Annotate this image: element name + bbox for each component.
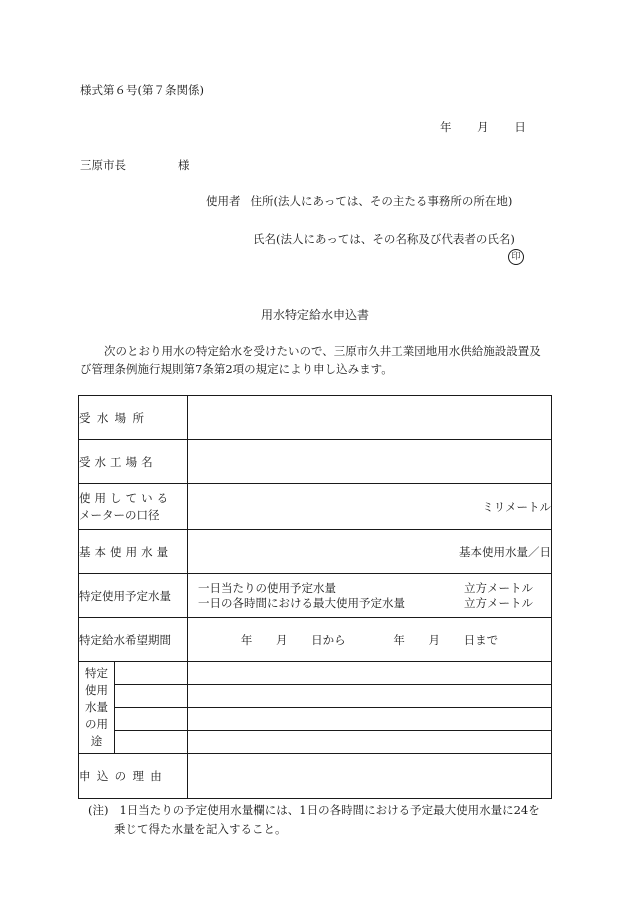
row-base-volume [79, 530, 552, 574]
period-end-year: 年 [393, 632, 405, 647]
planned-hourly-unit: 立方メートル [464, 595, 533, 610]
row-receiving-factory [79, 440, 552, 484]
row-planned-volume [79, 574, 552, 618]
row-usage-2 [79, 685, 552, 708]
planned-volume-field[interactable] [188, 574, 552, 618]
addressee-name: 三原市長 [80, 158, 126, 172]
period-start-year: 年 [240, 632, 253, 647]
planned-daily-unit: 立方メートル [464, 580, 533, 595]
application-form-table [78, 395, 552, 799]
addressee [80, 157, 190, 173]
receiving-factory-label: 受水工場名 [79, 440, 188, 484]
footnote-text1: 1日当たりの予定使用水量欄には、1日の各時間における予定最大使用水量に24を [119, 803, 540, 817]
receiving-place-label: 受水場所 [79, 396, 188, 440]
applicant-label: 使用者 [206, 194, 241, 208]
receiving-place-field[interactable] [188, 396, 552, 440]
period-start-day: 日から [311, 632, 346, 647]
base-volume-unit: 基本使用水量／日 [459, 544, 551, 559]
form-number: 様式第６号(第７条関係) [80, 83, 204, 97]
footnote-prefix: (注) [88, 803, 109, 817]
applicant-name-label: 氏名(法人にあっては、その名称及び代表者の氏名) [253, 232, 515, 246]
period-start-month: 月 [276, 632, 288, 647]
meter-label-line2: メーターの口径 [79, 507, 160, 522]
usage-category-3[interactable] [115, 708, 188, 731]
row-receiving-place [79, 396, 552, 440]
row-usage-3 [79, 708, 552, 731]
meter-unit: ミリメートル [482, 499, 551, 514]
row-supply-period [79, 618, 552, 662]
row-reason [79, 754, 552, 799]
meter-diameter-field[interactable] [188, 484, 552, 530]
addressee-honorific: 様 [178, 158, 190, 172]
meter-diameter-label [79, 484, 188, 530]
row-usage-1 [79, 662, 552, 685]
planned-volume-label: 特定使用予定水量 [79, 574, 188, 618]
footnote-line1 [88, 801, 558, 820]
footnote [88, 801, 558, 839]
usage-category-2[interactable] [115, 685, 188, 708]
supply-period-field[interactable] [188, 618, 552, 662]
intro-paragraph: 次のとおり用水の特定給水を受けたいので、三原市久井工業団地用水供給施設設置及び管理条例施行規則第7条第2項の規定により申し込みます。 [80, 344, 541, 376]
usage-category-1[interactable] [115, 662, 188, 685]
usage-detail-4[interactable] [188, 731, 552, 754]
reason-label: 申込の理由 [79, 754, 188, 799]
date-year: 年 [440, 120, 452, 134]
usage-category-4[interactable] [115, 731, 188, 754]
row-meter-diameter [79, 484, 552, 530]
planned-hourly-row [188, 596, 551, 611]
usage-label-text: 特定 使用 水量 の用 途 [85, 666, 108, 748]
planned-daily-row [188, 581, 551, 596]
date-day: 日 [514, 120, 526, 134]
base-volume-label: 基本使用水量 [79, 530, 188, 574]
usage-detail-1[interactable] [188, 662, 552, 685]
receiving-factory-field[interactable] [188, 440, 552, 484]
seal-icon: 印 [508, 249, 524, 265]
row-usage-4 [79, 731, 552, 754]
period-end-month: 月 [428, 632, 440, 647]
usage-detail-3[interactable] [188, 708, 552, 731]
meter-label-line1: 使用している [79, 490, 173, 505]
planned-daily-label: 一日当たりの使用予定水量 [198, 580, 336, 595]
reason-field[interactable] [188, 754, 552, 799]
address-label: 住所(法人にあっては、その主たる事務所の所在地) [250, 194, 513, 208]
planned-hourly-label: 一日の各時間における最大使用予定水量 [198, 595, 405, 610]
usage-label [79, 662, 115, 754]
date-month: 月 [477, 120, 489, 134]
applicant-address-line [206, 193, 512, 209]
document-title: 用水特定給水申込書 [260, 308, 369, 322]
footnote-line2: 乗じて得た水量を記入すること。 [114, 822, 287, 836]
usage-detail-2[interactable] [188, 685, 552, 708]
period-end-day: 日まで [463, 632, 499, 647]
supply-period-label: 特定給水希望期間 [79, 618, 188, 662]
base-volume-field[interactable] [188, 530, 552, 574]
date-line [440, 119, 526, 135]
